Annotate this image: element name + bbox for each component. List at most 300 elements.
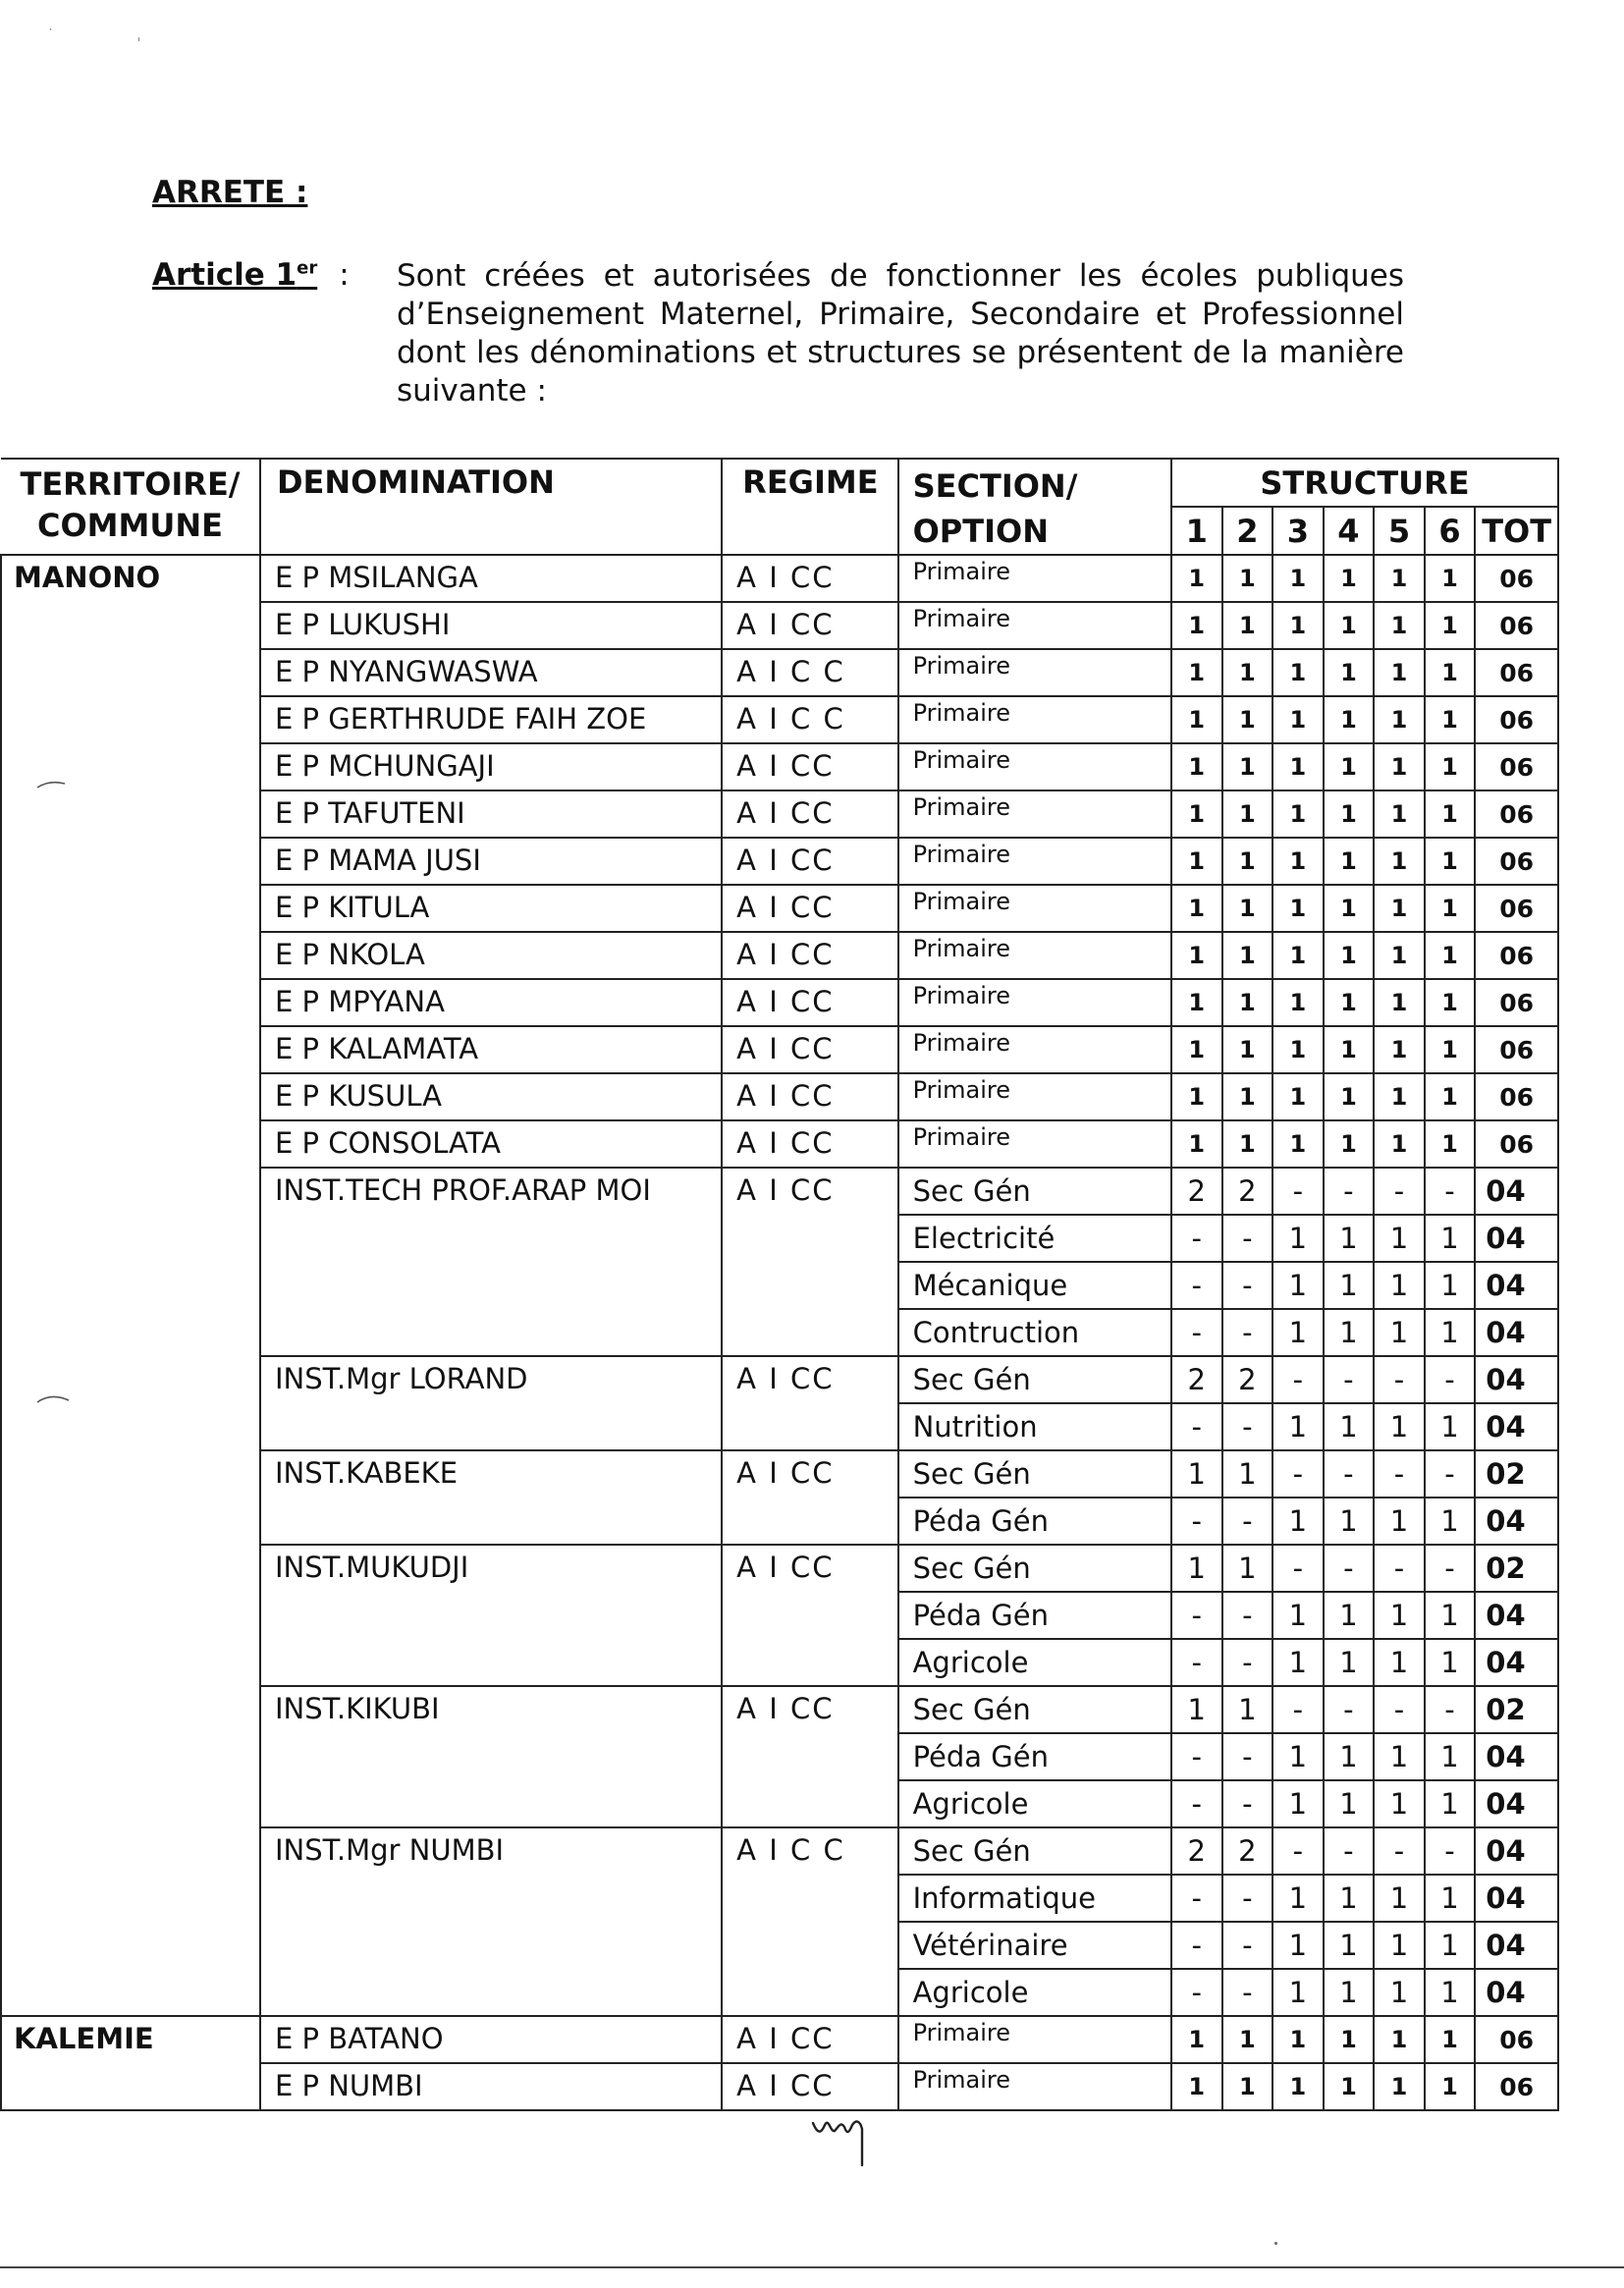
structure-cell: 1 xyxy=(1425,1875,1476,1922)
structure-cell: 1 xyxy=(1374,885,1425,932)
structure-cell: 1 xyxy=(1171,1073,1222,1120)
structure-cell: 1 xyxy=(1374,1215,1425,1262)
structure-cell: 1 xyxy=(1222,1545,1273,1592)
regime-cell: A I CC xyxy=(722,1120,897,1168)
structure-cell: 2 xyxy=(1171,1168,1222,1215)
section-cell: Sec Gén xyxy=(898,1827,1171,1875)
structure-cell: 1 xyxy=(1171,1450,1222,1498)
structure-cell: - xyxy=(1425,1545,1476,1592)
structure-cell: 1 xyxy=(1171,885,1222,932)
structure-cell: 1 xyxy=(1425,1120,1476,1168)
structure-cell: 1 xyxy=(1425,1922,1476,1969)
total-cell: 04 xyxy=(1475,1969,1558,2016)
regime-cell: A I CC xyxy=(722,1168,897,1356)
structure-cell: 1 xyxy=(1324,1215,1375,1262)
structure-cell: 1 xyxy=(1425,1403,1476,1450)
structure-cell: 1 xyxy=(1222,2016,1273,2063)
structure-cell: 1 xyxy=(1425,1215,1476,1262)
total-cell: 06 xyxy=(1475,838,1558,885)
structure-cell: - xyxy=(1222,1403,1273,1450)
structure-cell: 1 xyxy=(1171,790,1222,838)
section-cell: Informatique xyxy=(898,1875,1171,1922)
article-label xyxy=(152,257,350,293)
regime-cell: A I CC xyxy=(722,1073,897,1120)
denomination-cell: E P KUSULA xyxy=(260,1073,722,1120)
table-row xyxy=(1,555,1558,602)
table-header xyxy=(1,459,1558,555)
total-cell: 06 xyxy=(1475,2016,1558,2063)
structure-cell: 1 xyxy=(1374,1922,1425,1969)
structure-cell: 1 xyxy=(1272,602,1324,649)
structure-cell: 1 xyxy=(1222,649,1273,696)
structure-cell: 1 xyxy=(1171,979,1222,1026)
structure-cell: 1 xyxy=(1171,649,1222,696)
structure-cell: - xyxy=(1324,1450,1375,1498)
section-cell: Agricole xyxy=(898,1969,1171,2016)
structure-cell: 1 xyxy=(1425,1026,1476,1073)
denomination-cell: E P NKOLA xyxy=(260,932,722,979)
structure-cell: 1 xyxy=(1374,1120,1425,1168)
structure-cell: 1 xyxy=(1425,838,1476,885)
structure-cell: - xyxy=(1374,1827,1425,1875)
section-cell: Primaire xyxy=(898,838,1171,885)
structure-cell: 1 xyxy=(1324,1403,1375,1450)
structure-cell: 1 xyxy=(1272,2063,1324,2110)
section-cell: Primaire xyxy=(898,790,1171,838)
header-col-1: 1 xyxy=(1171,507,1222,555)
section-cell: Sec Gén xyxy=(898,1686,1171,1733)
structure-cell: - xyxy=(1171,1309,1222,1356)
structure-cell: 1 xyxy=(1374,602,1425,649)
structure-cell: - xyxy=(1272,1545,1324,1592)
structure-cell: - xyxy=(1425,1356,1476,1403)
total-cell: 04 xyxy=(1475,1827,1558,1875)
structure-cell: 1 xyxy=(1171,1686,1222,1733)
structure-cell: 2 xyxy=(1222,1827,1273,1875)
structure-cell: 1 xyxy=(1272,1922,1324,1969)
structure-cell: 1 xyxy=(1324,1733,1375,1780)
regime-cell: A I CC xyxy=(722,838,897,885)
section-cell: Primaire xyxy=(898,2063,1171,2110)
structure-cell: 1 xyxy=(1324,696,1375,743)
structure-cell: 2 xyxy=(1171,1827,1222,1875)
total-cell: 04 xyxy=(1475,1215,1558,1262)
schools-table xyxy=(0,458,1559,2111)
structure-cell: - xyxy=(1171,1639,1222,1686)
regime-cell: A I CC xyxy=(722,1545,897,1686)
denomination-cell: E P MSILANGA xyxy=(260,555,722,602)
territoire-cell: MANONO xyxy=(1,555,260,2016)
denomination-cell: INST.Mgr NUMBI xyxy=(260,1827,722,2016)
structure-cell: 1 xyxy=(1222,1026,1273,1073)
regime-cell: A I CC xyxy=(722,2063,897,2110)
structure-cell: 1 xyxy=(1425,790,1476,838)
header-col-2: 2 xyxy=(1222,507,1273,555)
section-cell: Primaire xyxy=(898,979,1171,1026)
structure-cell: 1 xyxy=(1374,649,1425,696)
structure-cell: 1 xyxy=(1425,1498,1476,1545)
scan-corner-marks: ˙ ˌ xyxy=(47,27,181,43)
total-cell: 06 xyxy=(1475,743,1558,790)
structure-cell: - xyxy=(1324,1827,1375,1875)
structure-cell: 1 xyxy=(1425,1780,1476,1827)
structure-cell: 1 xyxy=(1272,1639,1324,1686)
structure-cell: 1 xyxy=(1272,649,1324,696)
article-label-sup: er xyxy=(297,257,318,279)
total-cell: 06 xyxy=(1475,979,1558,1026)
structure-cell: 1 xyxy=(1324,649,1375,696)
structure-cell: 1 xyxy=(1324,885,1375,932)
section-cell: Primaire xyxy=(898,696,1171,743)
structure-cell: - xyxy=(1171,1262,1222,1309)
structure-cell: 1 xyxy=(1324,1026,1375,1073)
structure-cell: 1 xyxy=(1272,1262,1324,1309)
total-cell: 04 xyxy=(1475,1403,1558,1450)
decree-heading: ARRETE : xyxy=(152,175,308,210)
table-body xyxy=(1,555,1558,2110)
scan-mark xyxy=(35,1392,75,1406)
section-cell: Primaire xyxy=(898,1073,1171,1120)
structure-cell: - xyxy=(1374,1356,1425,1403)
structure-cell: 1 xyxy=(1425,932,1476,979)
structure-cell: 1 xyxy=(1272,1592,1324,1639)
structure-cell: 1 xyxy=(1324,1780,1375,1827)
structure-cell: - xyxy=(1222,1215,1273,1262)
header-territoire-line2: COMMUNE xyxy=(36,507,223,544)
structure-cell: 1 xyxy=(1425,979,1476,1026)
section-cell: Péda Gén xyxy=(898,1733,1171,1780)
regime-cell: A I CC xyxy=(722,2016,897,2063)
regime-cell: A I CC xyxy=(722,1450,897,1545)
structure-cell: - xyxy=(1222,1592,1273,1639)
structure-cell: 1 xyxy=(1171,2063,1222,2110)
structure-cell: 1 xyxy=(1324,743,1375,790)
structure-cell: 1 xyxy=(1171,555,1222,602)
structure-cell: - xyxy=(1425,1450,1476,1498)
structure-cell: 2 xyxy=(1222,1168,1273,1215)
header-territoire xyxy=(1,459,260,555)
total-cell: 04 xyxy=(1475,1309,1558,1356)
header-col-6: 6 xyxy=(1425,507,1476,555)
structure-cell: 1 xyxy=(1171,1026,1222,1073)
structure-cell: 1 xyxy=(1222,555,1273,602)
total-cell: 04 xyxy=(1475,1639,1558,1686)
denomination-cell: E P MPYANA xyxy=(260,979,722,1026)
header-section-line1: SECTION/ xyxy=(912,467,1078,505)
structure-cell: - xyxy=(1425,1168,1476,1215)
structure-cell: 1 xyxy=(1425,1592,1476,1639)
structure-cell: 1 xyxy=(1222,2063,1273,2110)
header-section-line2: OPTION xyxy=(912,513,1049,550)
structure-cell: 1 xyxy=(1324,1120,1375,1168)
denomination-cell: E P KALAMATA xyxy=(260,1026,722,1073)
structure-cell: - xyxy=(1171,1498,1222,1545)
structure-cell: 1 xyxy=(1374,932,1425,979)
denomination-cell: E P CONSOLATA xyxy=(260,1120,722,1168)
structure-cell: 1 xyxy=(1222,696,1273,743)
structure-cell: 1 xyxy=(1171,2016,1222,2063)
structure-cell: - xyxy=(1222,1780,1273,1827)
structure-cell: 1 xyxy=(1374,1073,1425,1120)
header-section xyxy=(898,459,1171,555)
structure-cell: - xyxy=(1272,1827,1324,1875)
structure-cell: 1 xyxy=(1425,555,1476,602)
structure-cell: - xyxy=(1222,1922,1273,1969)
structure-cell: - xyxy=(1272,1168,1324,1215)
structure-cell: 1 xyxy=(1272,1403,1324,1450)
structure-cell: 1 xyxy=(1324,1969,1375,2016)
structure-cell: 1 xyxy=(1374,2016,1425,2063)
total-cell: 06 xyxy=(1475,932,1558,979)
territoire-cell: KALEMIE xyxy=(1,2016,260,2110)
structure-cell: 1 xyxy=(1374,743,1425,790)
structure-cell: 1 xyxy=(1324,790,1375,838)
section-cell: Nutrition xyxy=(898,1403,1171,1450)
structure-cell: - xyxy=(1425,1686,1476,1733)
structure-cell: 1 xyxy=(1374,1780,1425,1827)
section-cell: Péda Gén xyxy=(898,1592,1171,1639)
regime-cell: A I CC xyxy=(722,1686,897,1827)
structure-cell: 2 xyxy=(1222,1356,1273,1403)
structure-cell: 1 xyxy=(1272,1498,1324,1545)
scan-dot xyxy=(1274,2242,1277,2245)
structure-cell: 1 xyxy=(1272,555,1324,602)
structure-cell: 1 xyxy=(1272,1875,1324,1922)
structure-cell: 1 xyxy=(1425,1639,1476,1686)
total-cell: 06 xyxy=(1475,1073,1558,1120)
section-cell: Péda Gén xyxy=(898,1498,1171,1545)
section-cell: Agricole xyxy=(898,1639,1171,1686)
denomination-cell: E P GERTHRUDE FAIH ZOE xyxy=(260,696,722,743)
structure-cell: - xyxy=(1171,1733,1222,1780)
structure-cell: - xyxy=(1425,1827,1476,1875)
denomination-cell: E P BATANO xyxy=(260,2016,722,2063)
structure-cell: 1 xyxy=(1324,2016,1375,2063)
structure-cell: 1 xyxy=(1171,1545,1222,1592)
regime-cell: A I CC xyxy=(722,743,897,790)
header-col-5: 5 xyxy=(1374,507,1425,555)
total-cell: 02 xyxy=(1475,1686,1558,1733)
structure-cell: 1 xyxy=(1272,743,1324,790)
total-cell: 06 xyxy=(1475,555,1558,602)
structure-cell: 1 xyxy=(1374,1733,1425,1780)
structure-cell: 1 xyxy=(1374,1969,1425,2016)
structure-cell: 1 xyxy=(1324,602,1375,649)
structure-cell: 1 xyxy=(1324,1309,1375,1356)
regime-cell: A I CC xyxy=(722,790,897,838)
total-cell: 04 xyxy=(1475,1922,1558,1969)
total-cell: 06 xyxy=(1475,1026,1558,1073)
structure-cell: 1 xyxy=(1324,979,1375,1026)
structure-cell: - xyxy=(1324,1686,1375,1733)
regime-cell: A I C C xyxy=(722,649,897,696)
structure-cell: 1 xyxy=(1222,1120,1273,1168)
structure-cell: 1 xyxy=(1425,885,1476,932)
structure-cell: 1 xyxy=(1374,2063,1425,2110)
structure-cell: 1 xyxy=(1222,979,1273,1026)
denomination-cell: INST.Mgr LORAND xyxy=(260,1356,722,1450)
total-cell: 04 xyxy=(1475,1780,1558,1827)
structure-cell: 1 xyxy=(1222,790,1273,838)
total-cell: 06 xyxy=(1475,696,1558,743)
structure-cell: 1 xyxy=(1272,1733,1324,1780)
structure-cell: - xyxy=(1324,1356,1375,1403)
total-cell: 04 xyxy=(1475,1168,1558,1215)
structure-cell: - xyxy=(1171,1875,1222,1922)
structure-cell: 1 xyxy=(1324,838,1375,885)
structure-cell: - xyxy=(1222,1969,1273,2016)
regime-cell: A I CC xyxy=(722,885,897,932)
structure-cell: 1 xyxy=(1272,1073,1324,1120)
regime-cell: A I CC xyxy=(722,979,897,1026)
structure-cell: 1 xyxy=(1425,1969,1476,2016)
denomination-cell: INST.MUKUDJI xyxy=(260,1545,722,1686)
structure-cell: 1 xyxy=(1171,1120,1222,1168)
structure-cell: 1 xyxy=(1374,790,1425,838)
denomination-cell: INST.KIKUBI xyxy=(260,1686,722,1827)
structure-cell: - xyxy=(1222,1733,1273,1780)
header-col-3: 3 xyxy=(1272,507,1324,555)
structure-cell: - xyxy=(1171,1780,1222,1827)
structure-cell: 1 xyxy=(1272,885,1324,932)
structure-cell: 1 xyxy=(1324,1922,1375,1969)
structure-cell: - xyxy=(1374,1168,1425,1215)
section-cell: Primaire xyxy=(898,1120,1171,1168)
total-cell: 04 xyxy=(1475,1262,1558,1309)
section-cell: Electricité xyxy=(898,1215,1171,1262)
structure-cell: 1 xyxy=(1425,1733,1476,1780)
structure-cell: - xyxy=(1222,1875,1273,1922)
denomination-cell: E P TAFUTENI xyxy=(260,790,722,838)
structure-cell: 1 xyxy=(1272,1780,1324,1827)
section-cell: Mécanique xyxy=(898,1262,1171,1309)
structure-cell: 1 xyxy=(1171,696,1222,743)
denomination-cell: INST.TECH PROF.ARAP MOI xyxy=(260,1168,722,1356)
structure-cell: 1 xyxy=(1324,1498,1375,1545)
structure-cell: 1 xyxy=(1374,1403,1425,1450)
structure-cell: 1 xyxy=(1272,790,1324,838)
total-cell: 06 xyxy=(1475,790,1558,838)
structure-cell: 1 xyxy=(1374,1498,1425,1545)
header-denomination: DENOMINATION xyxy=(260,459,722,555)
denomination-cell: E P KITULA xyxy=(260,885,722,932)
page-bottom-rule xyxy=(0,2266,1624,2268)
structure-cell: 1 xyxy=(1222,932,1273,979)
section-cell: Agricole xyxy=(898,1780,1171,1827)
section-cell: Primaire xyxy=(898,885,1171,932)
section-cell: Sec Gén xyxy=(898,1168,1171,1215)
structure-cell: 1 xyxy=(1171,743,1222,790)
structure-cell: 1 xyxy=(1324,932,1375,979)
structure-cell: 1 xyxy=(1324,555,1375,602)
total-cell: 06 xyxy=(1475,1120,1558,1168)
structure-cell: 1 xyxy=(1324,1639,1375,1686)
structure-cell: 2 xyxy=(1171,1356,1222,1403)
structure-cell: 1 xyxy=(1171,602,1222,649)
structure-cell: 1 xyxy=(1324,1592,1375,1639)
structure-cell: 1 xyxy=(1272,2016,1324,2063)
scan-mark xyxy=(35,778,75,791)
total-cell: 06 xyxy=(1475,602,1558,649)
total-cell: 04 xyxy=(1475,1356,1558,1403)
structure-cell: 1 xyxy=(1425,696,1476,743)
structure-cell: - xyxy=(1171,1592,1222,1639)
structure-cell: - xyxy=(1222,1639,1273,1686)
structure-cell: 1 xyxy=(1222,602,1273,649)
section-cell: Primaire xyxy=(898,743,1171,790)
header-col-4: 4 xyxy=(1324,507,1375,555)
total-cell: 02 xyxy=(1475,1545,1558,1592)
structure-cell: 1 xyxy=(1425,743,1476,790)
section-cell: Contruction xyxy=(898,1309,1171,1356)
structure-cell: - xyxy=(1272,1450,1324,1498)
structure-cell: 1 xyxy=(1222,838,1273,885)
structure-cell: 1 xyxy=(1425,602,1476,649)
structure-cell: - xyxy=(1272,1356,1324,1403)
structure-cell: - xyxy=(1324,1545,1375,1592)
total-cell: 06 xyxy=(1475,885,1558,932)
header-col-tot: TOT xyxy=(1475,507,1558,555)
structure-cell: 1 xyxy=(1425,2063,1476,2110)
denomination-cell: E P LUKUSHI xyxy=(260,602,722,649)
structure-cell: 1 xyxy=(1374,1592,1425,1639)
structure-cell: 1 xyxy=(1374,1262,1425,1309)
structure-cell: - xyxy=(1374,1450,1425,1498)
structure-cell: 1 xyxy=(1272,1215,1324,1262)
structure-cell: 1 xyxy=(1374,979,1425,1026)
header-regime: REGIME xyxy=(722,459,897,555)
regime-cell: A I CC xyxy=(722,602,897,649)
structure-cell: 1 xyxy=(1222,1686,1273,1733)
section-cell: Primaire xyxy=(898,649,1171,696)
structure-cell: 1 xyxy=(1374,1309,1425,1356)
header-structure: STRUCTURE xyxy=(1171,459,1558,507)
article-colon: : xyxy=(339,257,350,293)
total-cell: 06 xyxy=(1475,649,1558,696)
structure-cell: 1 xyxy=(1222,743,1273,790)
article-label-text: Article 1 xyxy=(152,257,298,293)
section-cell: Primaire xyxy=(898,602,1171,649)
regime-cell: A I C C xyxy=(722,696,897,743)
regime-cell: A I CC xyxy=(722,1026,897,1073)
structure-cell: 1 xyxy=(1171,932,1222,979)
regime-cell: A I C C xyxy=(722,1827,897,2016)
section-cell: Sec Gén xyxy=(898,1545,1171,1592)
structure-cell: 1 xyxy=(1272,838,1324,885)
total-cell: 06 xyxy=(1475,2063,1558,2110)
structure-cell: 1 xyxy=(1425,1309,1476,1356)
structure-cell: 1 xyxy=(1171,838,1222,885)
structure-cell: 1 xyxy=(1272,1969,1324,2016)
section-cell: Sec Gén xyxy=(898,1450,1171,1498)
section-cell: Primaire xyxy=(898,1026,1171,1073)
structure-cell: 1 xyxy=(1374,838,1425,885)
structure-cell: 1 xyxy=(1324,1262,1375,1309)
structure-cell: - xyxy=(1171,1215,1222,1262)
section-cell: Primaire xyxy=(898,555,1171,602)
table-row xyxy=(1,2016,1558,2063)
structure-cell: 1 xyxy=(1272,1026,1324,1073)
structure-cell: 1 xyxy=(1222,885,1273,932)
total-cell: 02 xyxy=(1475,1450,1558,1498)
structure-cell: 1 xyxy=(1425,1073,1476,1120)
structure-cell: 1 xyxy=(1272,1120,1324,1168)
section-cell: Primaire xyxy=(898,932,1171,979)
structure-cell: 1 xyxy=(1425,1262,1476,1309)
structure-cell: 1 xyxy=(1324,1073,1375,1120)
structure-cell: - xyxy=(1272,1686,1324,1733)
structure-cell: - xyxy=(1171,1403,1222,1450)
